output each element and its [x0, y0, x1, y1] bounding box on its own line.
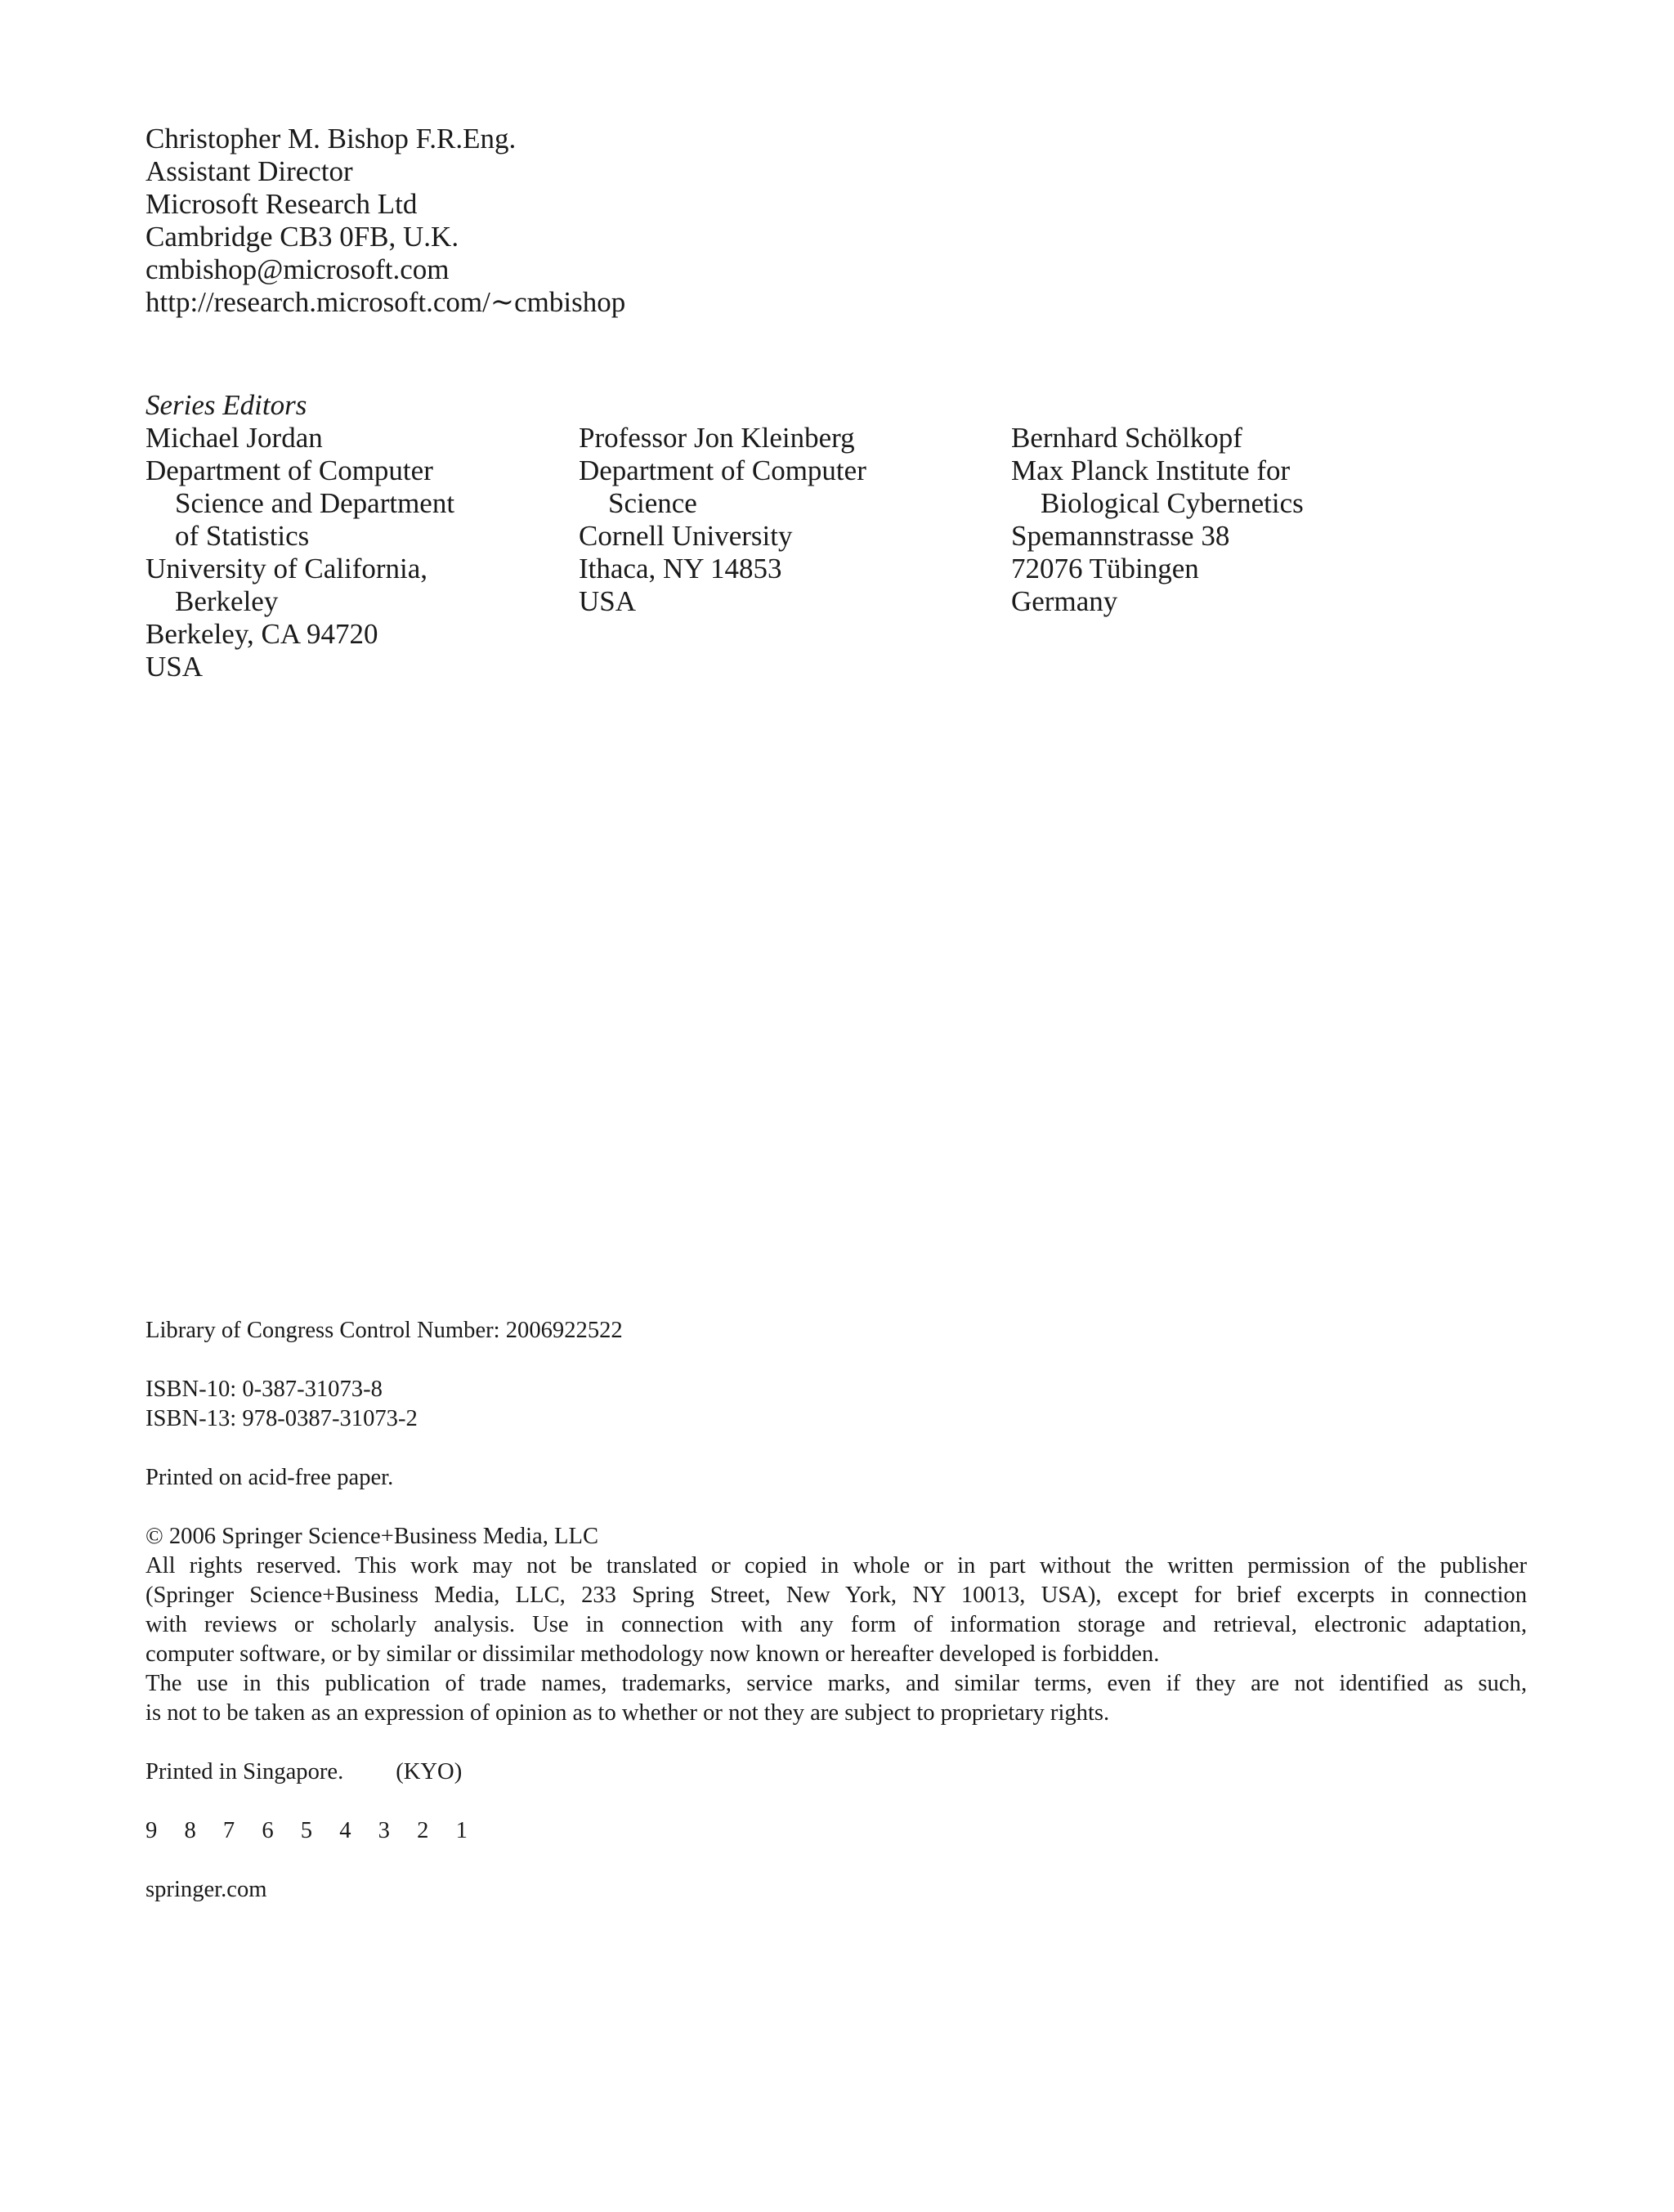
editor-jordan — [145, 422, 454, 683]
print-run: 9 8 7 6 5 4 3 2 1 — [145, 1818, 478, 1843]
editor-line: Department of Computer — [579, 454, 866, 486]
publisher-website: springer.com — [145, 1877, 267, 1902]
editor-name: Michael Jordan — [145, 422, 323, 454]
printer-code: (KYO) — [396, 1759, 463, 1784]
isbn-13: ISBN-13: 978-0387-31073-2 — [145, 1406, 418, 1431]
editor-line: University of California, — [145, 553, 428, 584]
trademark-line: The use in this publication of trade names, trademarks, service marks, and similar terms, even if they are not identified as such, — [145, 1671, 1527, 1696]
copyright-notice: © 2006 Springer Science+Business Media, LLC — [145, 1524, 599, 1549]
author-name: Christopher M. Bishop F.R.Eng. — [145, 123, 517, 154]
editor-line: Cornell University — [579, 520, 793, 552]
publication-info — [145, 1316, 1527, 1905]
editor-line: Department of Computer — [145, 454, 433, 486]
editor-line: Science and Department — [175, 487, 455, 519]
editor-name: Bernhard Schölkopf — [1011, 422, 1242, 454]
isbn-10: ISBN-10: 0-387-31073-8 — [145, 1377, 383, 1402]
editor-kleinberg — [579, 422, 866, 618]
printed-in — [145, 1758, 1527, 1787]
author-organization: Microsoft Research Ltd — [145, 188, 418, 220]
printed-location: Printed in Singapore. — [145, 1759, 344, 1784]
editor-scholkopf — [1011, 422, 1304, 618]
author-website: http://research.microsoft.com/∼cmbishop — [145, 286, 626, 318]
editor-line: 72076 Tübingen — [1011, 553, 1199, 584]
editor-line: Ithaca, NY 14853 — [579, 553, 782, 584]
editor-line: of Statistics — [175, 520, 310, 552]
paper-note: Printed on acid-free paper. — [145, 1465, 394, 1490]
editor-name: Professor Jon Kleinberg — [579, 422, 855, 454]
trademark-line: is not to be taken as an expression of opinion as to whether or not they are subject to proprietary rights. — [145, 1700, 1110, 1726]
author-address: Cambridge CB3 0FB, U.K. — [145, 221, 459, 253]
editor-line: USA — [579, 585, 637, 617]
author-block — [145, 123, 625, 319]
editor-line: Biological Cybernetics — [1041, 487, 1304, 519]
editor-line: Science — [608, 487, 697, 519]
lccn: Library of Congress Control Number: 2006922522 — [145, 1318, 623, 1343]
rights-line: computer software, or by similar or dissimilar methodology now known or hereafter developed is forbidden. — [145, 1641, 1160, 1667]
editor-line: Berkeley — [175, 585, 279, 617]
rights-line: with reviews or scholarly analysis. Use in connection with any form of information storage and retrieval, electronic adaptation, — [145, 1612, 1527, 1637]
editor-line: Spemannstrasse 38 — [1011, 520, 1230, 552]
rights-line: All rights reserved. This work may not be translated or copied in whole or in part without the written permission of the publisher — [145, 1553, 1527, 1578]
series-editors-heading: Series Editors — [145, 389, 307, 421]
editor-line: USA — [145, 651, 204, 683]
editor-line: Max Planck Institute for — [1011, 454, 1291, 486]
editor-line: Germany — [1011, 585, 1118, 617]
author-title: Assistant Director — [145, 155, 353, 187]
rights-line: (Springer Science+Business Media, LLC, 233 Spring Street, New York, NY 10013, USA), except for brief excerpts in connection — [145, 1583, 1527, 1608]
author-email: cmbishop@microsoft.com — [145, 253, 450, 285]
editor-line: Berkeley, CA 94720 — [145, 618, 378, 650]
